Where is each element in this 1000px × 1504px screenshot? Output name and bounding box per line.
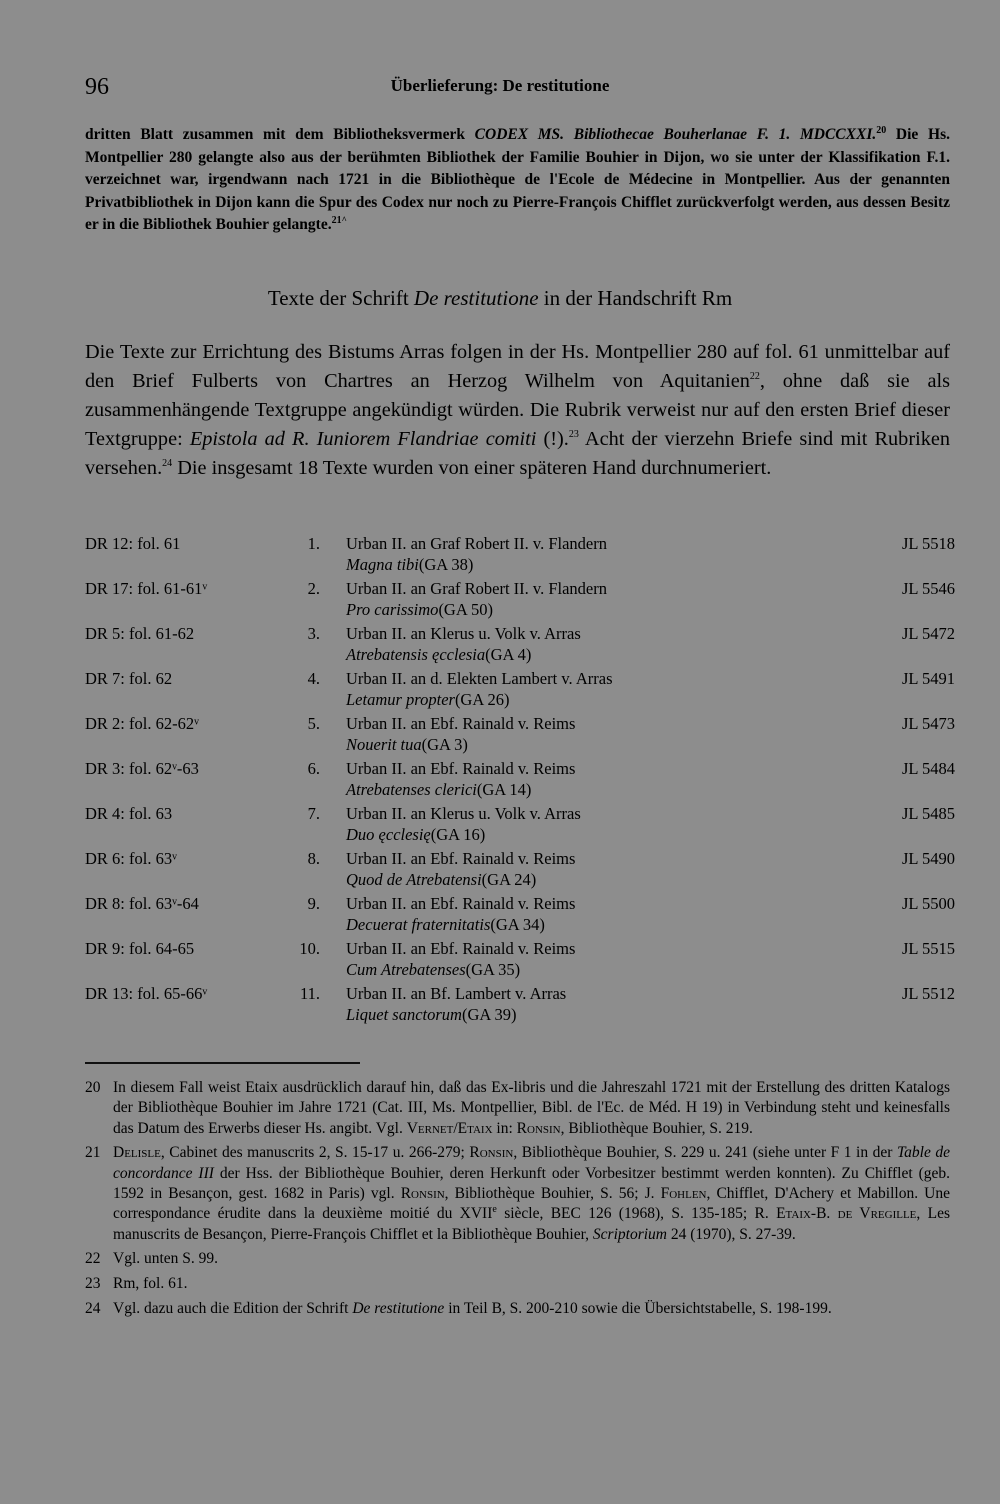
entry-incipit: Pro carissimo [346, 600, 439, 619]
entry-incipit-line [346, 1005, 517, 1025]
entry-folio: DR 2: fol. 62-62ᵛ [85, 714, 199, 733]
entry-ga-ref: (GA 50) [438, 600, 493, 619]
author-name: Fohlen [660, 1184, 707, 1202]
text-run: Die insgesamt 18 Texte wurden von einer späteren Hand durchnumeriert. [172, 457, 772, 479]
footnote-number: 24 [85, 1299, 101, 1317]
text-run: , Bibliothèque Bouhier, S. 56; J. [444, 1184, 661, 1202]
letter-entry [85, 714, 955, 759]
letter-list [85, 534, 955, 1029]
entry-incipit-line [346, 960, 521, 980]
entry-jl-number: JL 5490 [901, 849, 955, 868]
entry-folio: DR 7: fol. 62 [85, 669, 173, 688]
text-run: Acht der vierzehn Briefe sind mit Rubriken versehen. [85, 428, 950, 479]
entry-ga-ref: (GA 26) [454, 690, 510, 709]
entry-ga-ref: (GA 38) [418, 555, 474, 574]
letter-entry [85, 579, 955, 624]
entry-folio: DR 17: fol. 61-61ᵛ [85, 579, 208, 598]
entry-folio: DR 8: fol. 63ᵛ-64 [85, 894, 199, 913]
text-run: (!). [536, 428, 569, 450]
text-run: Vgl. unten S. 99. [113, 1250, 219, 1268]
letter-entry [85, 534, 955, 579]
entry-jl-number: JL 5472 [901, 624, 955, 643]
entry-jl-number: JL 5515 [901, 939, 955, 958]
footnote-ref-20: 20 [876, 124, 887, 136]
footnote-number: 22 [85, 1250, 101, 1268]
entry-incipit: Liquet sanctorum [346, 1005, 462, 1024]
entry-incipit: Atrebatenses clerici [346, 780, 477, 799]
entry-folio: DR 4: fol. 63 [85, 804, 173, 823]
entry-ga-ref: (GA 35) [465, 960, 521, 979]
footnote-22 [85, 1249, 950, 1269]
footnote-number: 21 [85, 1144, 101, 1162]
rubric-quote: Epistola ad R. Iuniorem Flandriae comiti [189, 428, 537, 450]
entry-description: Urban II. an Ebf. Rainald v. Reims [346, 939, 576, 958]
footnote-ref-21: 21 [331, 215, 342, 227]
entry-incipit-line [346, 825, 486, 845]
text-run: 24 (1970), S. 27-39. [666, 1225, 796, 1243]
entry-ga-ref: (GA 3) [421, 735, 468, 754]
entry-description: Urban II. an Ebf. Rainald v. Reims [346, 759, 576, 778]
text-run: , Cabinet des manuscrits 2, S. 15-17 u. 266-279; [160, 1144, 470, 1162]
text-run: Die Texte zur Errichtung des Bistums Arras folgen in der Hs. Montpellier 280 auf fol. 61 unmittelbar auf den Brief Fulberts von Chartres an Herzog Wilhelm von Aquitanien [85, 341, 950, 392]
letter-entry [85, 984, 955, 1029]
footnotes [85, 1078, 950, 1324]
entry-jl-number: JL 5491 [901, 669, 955, 688]
text-run: , ohne daß sie als zusammenhängende Textgruppe angekündigt würden. Die Rubrik verweist nur auf den ersten Brief dieser Textgruppe: [85, 370, 950, 450]
entry-incipit-line [346, 645, 532, 665]
author-name: Ronsin [400, 1184, 445, 1202]
entry-number: 4. [307, 669, 320, 688]
footnote-ref-24: 24 [162, 458, 173, 470]
main-paragraph [85, 338, 950, 483]
letter-entry [85, 759, 955, 804]
letter-entry [85, 669, 955, 714]
entry-number: 11. [299, 984, 320, 1003]
entry-description: Urban II. an Graf Robert II. v. Flandern [346, 579, 608, 598]
entry-number: 7. [307, 804, 320, 823]
entry-number: 1. [307, 534, 320, 553]
text-run: , Chifflet, D'Achery et Mabillon. Une correspondance érudite dans la deuxième moitié du XVII [113, 1184, 950, 1223]
text-run: , Bibliothèque Bouhier, S. 219. [560, 1119, 753, 1137]
entry-jl-number: JL 5512 [901, 984, 955, 1003]
heading-text: in der Handschrift Rm [538, 286, 733, 310]
text-run: dritten Blatt zusammen mit dem Bibliotheksvermerk [85, 126, 475, 143]
entry-description: Urban II. an Bf. Lambert v. Arras [346, 984, 567, 1003]
entry-incipit: Atrebatensis ęcclesia [346, 645, 486, 664]
entry-jl-number: JL 5546 [901, 579, 955, 598]
caret-mark: ^ [341, 215, 347, 226]
text-run: , Les manuscrits de Besançon, Pierre-François Chifflet et la Bibliothèque Bouhier, [113, 1205, 950, 1243]
entry-incipit: Decuerat fraternitatis [346, 915, 491, 934]
entry-jl-number: JL 5485 [901, 804, 955, 823]
entry-jl-number: JL 5518 [901, 534, 955, 553]
text-run: In diesem Fall weist Etaix ausdrücklich darauf hin, daß das Ex-libris und die Jahreszahl 1721 mit der Erstellung des dritten Katalogs der Bibliothèque Bouhier im Jahre 1721 (Cat. III, Ms. Montpellier, Bibl. de l'Ec. de Méd. H 19) in Verbindung steht und keinesfalls das Datum des Erwerbs dieser Hs. angibt. Vgl. [113, 1079, 950, 1137]
footnote-20 [85, 1078, 950, 1139]
text-run: der Hss. der Bibliothèque Bouhier, deren Herkunft oder Vorbesitzer bestimmt werden konnten). Zu Chifflet (geb. 1592 in Besançon, gest. 1682 in Paris) vgl. [113, 1164, 950, 1202]
entry-incipit-line [346, 690, 510, 710]
entry-number: 2. [307, 579, 320, 598]
codex-note: CODEX MS. Bibliothecae Bouherlanae F. 1. MDCCXXI. [474, 126, 877, 143]
entry-incipit: Nouerit tua [346, 735, 422, 754]
entry-description: Urban II. an d. Elekten Lambert v. Arras [346, 669, 613, 688]
entry-description: Urban II. an Klerus u. Volk v. Arras [346, 804, 581, 823]
entry-incipit-line [346, 915, 545, 935]
footnote-ref-22: 22 [749, 371, 760, 383]
entry-jl-number: JL 5484 [901, 759, 955, 778]
entry-incipit-line [346, 555, 474, 575]
entry-number: 6. [307, 759, 320, 778]
entry-number: 3. [307, 624, 320, 643]
entry-number: 10. [299, 939, 320, 958]
letter-entry [85, 624, 955, 669]
text-run: Vgl. dazu auch die Edition der Schrift [113, 1299, 353, 1317]
text-run: , Bibliothèque Bouhier, S. 229 u. 241 (siehe unter F 1 in der [513, 1144, 897, 1162]
entry-incipit-line [346, 600, 493, 620]
heading-title-italic: De restitutione [413, 286, 539, 310]
letter-entry [85, 849, 955, 894]
entry-incipit-line [346, 780, 532, 800]
work-title: De restitutione [352, 1299, 445, 1317]
footnote-24 [85, 1299, 950, 1319]
author-name: Ronsin [516, 1119, 561, 1137]
entry-description: Urban II. an Klerus u. Volk v. Arras [346, 624, 581, 643]
entry-folio: DR 3: fol. 62ᵛ-63 [85, 759, 199, 778]
text-run: Rm, fol. 61. [113, 1275, 188, 1293]
text-run: in: [492, 1119, 517, 1137]
entry-folio: DR 6: fol. 63ᵛ [85, 849, 177, 868]
text-run: in Teil B, S. 200-210 sowie die Übersichtstabelle, S. 198-199. [444, 1299, 832, 1317]
entry-ga-ref: (GA 39) [461, 1005, 517, 1024]
footnote-ref-23: 23 [568, 429, 579, 441]
entry-ga-ref: (GA 34) [490, 915, 545, 934]
entry-ga-ref: (GA 16) [430, 825, 486, 844]
entry-number: 8. [307, 849, 320, 868]
entry-incipit: Magna tibi [346, 555, 419, 574]
author-name: Delisle [113, 1144, 161, 1162]
continuation-paragraph [85, 124, 950, 237]
footnote-23 [85, 1274, 950, 1294]
entry-jl-number: JL 5473 [901, 714, 955, 733]
journal-title: Scriptorium [592, 1225, 667, 1243]
entry-incipit-line [346, 735, 468, 755]
text-run: siècle, BEC 126 (1968), S. 135-185; R. [496, 1205, 777, 1223]
entry-description: Urban II. an Ebf. Rainald v. Reims [346, 894, 576, 913]
entry-incipit: Letamur propter [346, 690, 455, 709]
entry-folio: DR 13: fol. 65-66ᵛ [85, 984, 208, 1003]
entry-incipit-line [346, 870, 537, 890]
entry-number: 9. [307, 894, 320, 913]
entry-jl-number: JL 5500 [901, 894, 955, 913]
entry-description: Urban II. an Ebf. Rainald v. Reims [346, 849, 576, 868]
entry-number: 5. [307, 714, 320, 733]
section-heading [0, 286, 1000, 311]
letter-entry [85, 939, 955, 984]
heading-text: Texte der Schrift [267, 286, 414, 310]
entry-incipit: Quod de Atrebatensi [346, 870, 482, 889]
page-number: 96 [85, 74, 109, 100]
work-title: Table de concordance III [113, 1144, 951, 1182]
entry-folio: DR 5: fol. 61-62 [85, 624, 195, 643]
entry-folio: DR 12: fol. 61 [85, 534, 181, 553]
entry-description: Urban II. an Ebf. Rainald v. Reims [346, 714, 576, 733]
entry-ga-ref: (GA 14) [476, 780, 532, 799]
letter-entry [85, 804, 955, 849]
footnote-number: 23 [85, 1275, 101, 1293]
entry-ga-ref: (GA 24) [481, 870, 537, 889]
author-name: Etaix-B. de Vregille [776, 1205, 917, 1223]
author-name: Ronsin [469, 1144, 514, 1162]
entry-incipit: Duo ęcclesię [346, 825, 431, 844]
entry-incipit: Cum Atrebatenses [346, 960, 466, 979]
text-run: Die Hs. Montpellier 280 gelangte also aus der berühmten Bibliothek der Familie Bouhier in Dijon, wo sie unter der Klassifikation F.1. verzeichnet war, irgendwann nach 1721 in die Bibliothèque de l'Ecole de Médecine in Montpellier. Aus der genannten Privatbibliothek in Dijon kann die Spur des Codex nur noch zu Pierre-François Chifflet zurückverfolgt werden, aus dessen Besitz er in die Bibliothek Bouhier gelangte. [85, 126, 950, 234]
entry-description: Urban II. an Graf Robert II. v. Flandern [346, 534, 608, 553]
entry-folio: DR 9: fol. 64-65 [85, 939, 195, 958]
superscript: e [492, 1204, 497, 1216]
footnote-rule [85, 1062, 360, 1064]
footnote-number: 20 [85, 1079, 101, 1096]
running-title: Überlieferung: De restitutione [390, 76, 610, 95]
author-name: Vernet/Etaix [406, 1119, 493, 1137]
letter-entry [85, 894, 955, 939]
footnote-21 [85, 1143, 950, 1244]
entry-ga-ref: (GA 4) [485, 645, 532, 664]
